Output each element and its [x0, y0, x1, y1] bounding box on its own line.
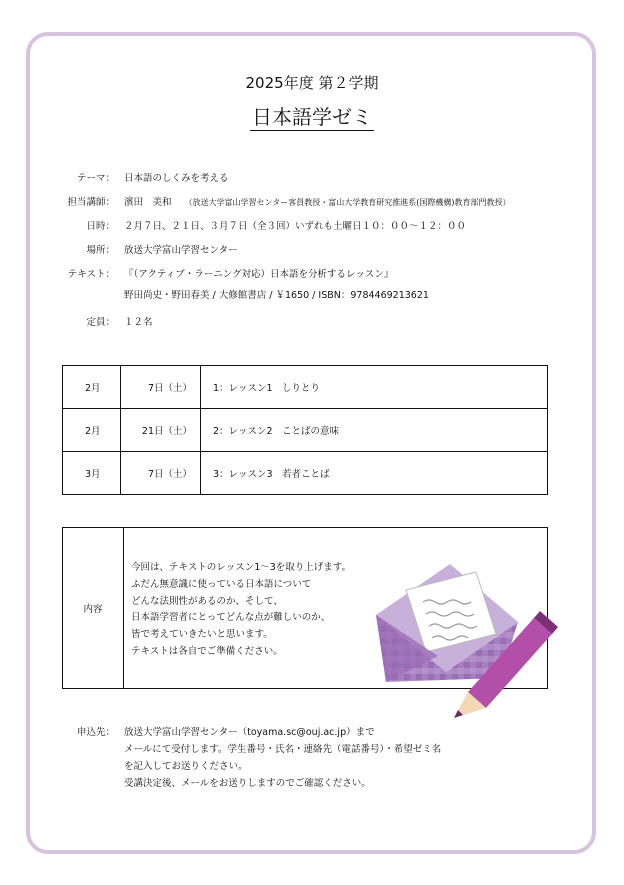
teacher-name: 濱田 美和	[124, 197, 172, 208]
page-title-text: 日本語学ゼミ	[252, 105, 372, 129]
content-line: 今回は、テキストのレッスン1～3を取り上げます。	[131, 562, 352, 573]
content-line: テキストは各自でご準備ください。	[131, 645, 283, 657]
place-label: 場所：	[86, 245, 115, 256]
theme-value: 日本語のしくみを考える	[124, 173, 229, 184]
text-label: テキスト：	[67, 269, 115, 280]
schedule-lesson: 3：レッスン3 若者ことば	[201, 452, 548, 495]
theme-label: テーマ：	[76, 173, 115, 184]
schedule-day: 7日（土）	[121, 366, 201, 409]
apply-line: メールにて受付します。学生番号・氏名・連絡先（電話番号）・希望ゼミ名	[124, 744, 442, 755]
apply-line: を記入してお送りください。	[124, 761, 248, 772]
content-line: 皆で考えていきたいと思います。	[131, 629, 273, 641]
apply-label: 申込先：	[76, 727, 115, 738]
text-title: 『（アクティブ・ラーニング対応）日本語を分析するレッスン』	[124, 269, 394, 280]
schedule-lesson: 1：レッスン1 しりとり	[201, 366, 548, 409]
text-detail: 野田尚史・野田春美 / 大修館書店 / ￥1650 / ISBN：9784469213621	[124, 290, 429, 301]
content-label-text: 内容	[83, 604, 103, 615]
table-row	[63, 452, 548, 495]
apply-line: 受講決定後、メールをお送りしますのでご確認ください。	[124, 778, 371, 789]
schedule-day: 7日（土）	[121, 452, 201, 495]
apply-line: 放送大学富山学習センター（toyama.sc@ouj.ac.jp）まで	[124, 727, 375, 738]
content-line: 日本語学習者にとってどんな点が難しいのか、	[131, 612, 331, 624]
teacher-value	[124, 194, 510, 208]
schedule-month: 2月	[63, 366, 121, 409]
term-heading: 2025年度 第２学期	[245, 74, 379, 92]
table-row	[63, 409, 548, 452]
content-label	[63, 528, 124, 688]
schedule-day: 21日（土）	[121, 409, 201, 452]
teacher-note: （放送大学富山学習センター客員教授・富山大学教育研究推進系(国際機構)教育部門教授）	[184, 198, 511, 207]
table-row	[63, 366, 548, 409]
place-value: 放送大学富山学習センター	[124, 245, 238, 256]
schedule-month: 3月	[63, 452, 121, 495]
capacity-value: １２名	[124, 317, 153, 328]
date-value: ２月７日、２１日、３月７日（全３回）いずれも土曜日１０：００～１２：００	[124, 221, 467, 232]
teacher-label: 担当講師：	[67, 197, 115, 208]
content-line: ふだん無意識に使っている日本語について	[131, 578, 312, 590]
date-label: 日時：	[86, 221, 115, 232]
schedule-month: 2月	[63, 409, 121, 452]
letter-illustration	[368, 560, 558, 720]
schedule-lesson: 2：レッスン2 ことばの意味	[201, 409, 548, 452]
capacity-label: 定員：	[86, 317, 115, 328]
schedule-table	[62, 365, 548, 495]
content-line: どんな法則性があるのか、そして、	[131, 595, 283, 607]
content-text	[131, 560, 351, 661]
page-title	[0, 101, 624, 130]
